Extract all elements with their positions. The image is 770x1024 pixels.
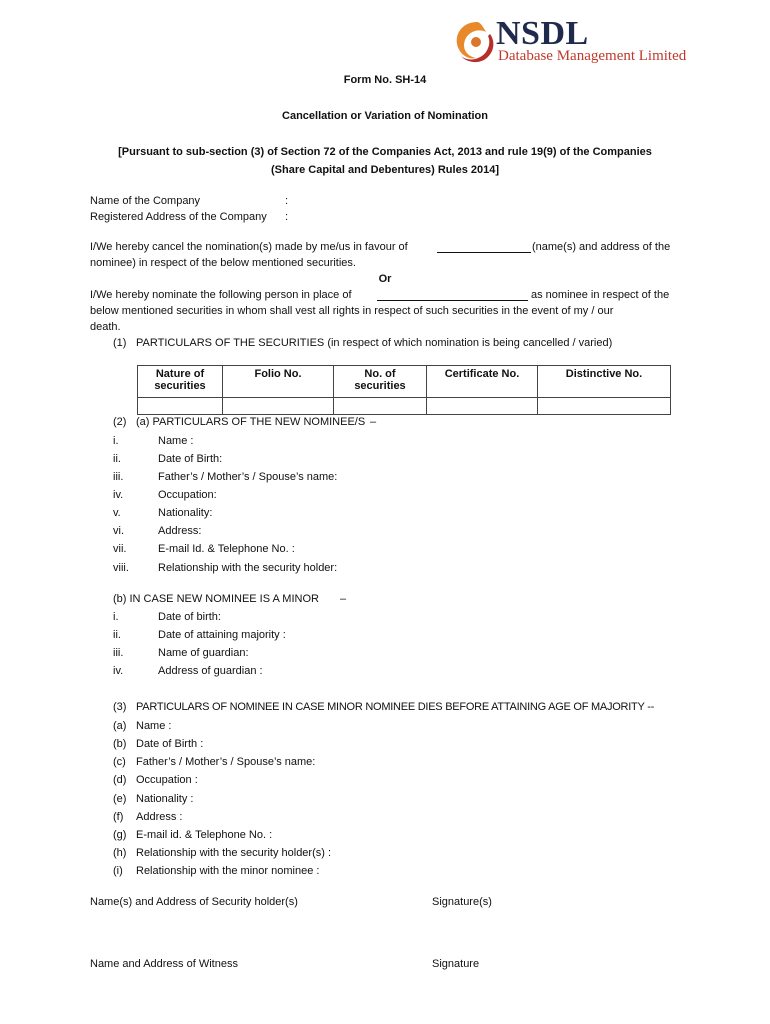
holder-signature-label: Signature(s) [432, 896, 492, 908]
cancel-nominee-blank[interactable] [437, 252, 531, 253]
list-item-letter: (c) [113, 756, 126, 768]
list-item-letter: (h) [113, 847, 127, 859]
nominee-name-label: Name : [158, 435, 194, 447]
nsdl-swirl-icon [452, 18, 502, 66]
guardian-name-label: Name of guardian: [158, 647, 249, 659]
nominee-nationality-label: Nationality: [158, 507, 213, 519]
cancel-text-end: (name(s) and address of the [532, 241, 671, 253]
securities-table [137, 365, 671, 415]
list-item-number: vii. [113, 543, 127, 555]
nominate-person-blank[interactable] [377, 300, 528, 301]
pursuant-line-1: [Pursuant to sub-section (3) of Section 72 of the Companies Act, 2013 and rule 19(9) of the Companies [118, 146, 652, 158]
header-distinctive-no: Distinctive No. [538, 366, 671, 398]
nominee-email-phone-label: E-mail Id. & Telephone No. : [158, 543, 295, 555]
list-item-letter: (d) [113, 774, 127, 786]
cell-no-of-securities[interactable] [334, 398, 427, 415]
list-item-letter: (g) [113, 829, 127, 841]
list-item-letter: (b) [113, 738, 127, 750]
successor-parent-spouse-label: Father’s / Mother’s / Spouse’s name: [136, 756, 316, 768]
section-3-number: (3) [113, 701, 127, 713]
list-item-number: i. [113, 435, 119, 447]
nominee-address-label: Address: [158, 525, 202, 537]
logo-brand: NSDL [496, 15, 589, 52]
successor-nationality-label: Nationality : [136, 793, 194, 805]
minor-majority-date-label: Date of attaining majority : [158, 629, 286, 641]
header-nature-of-securities: Nature of securities [138, 366, 223, 398]
cell-certificate-no[interactable] [427, 398, 538, 415]
form-title: Cancellation or Variation of Nomination [282, 110, 488, 122]
header-no-of-securities: No. of securities [334, 366, 427, 398]
header-folio-no: Folio No. [223, 366, 334, 398]
company-name-colon: : [285, 195, 289, 207]
company-address-label: Registered Address of the Company [90, 211, 267, 223]
list-item-number: iv. [113, 489, 124, 501]
company-address-colon: : [285, 211, 289, 223]
nominee-parent-spouse-label: Father’s / Mother’s / Spouse’s name: [158, 471, 338, 483]
nominate-text-start: I/We hereby nominate the following person in place of [90, 289, 352, 301]
table-row [138, 398, 671, 415]
list-item-number: iii. [113, 647, 124, 659]
pursuant-line-2: (Share Capital and Debentures) Rules 2014] [270, 164, 499, 176]
nsdl-logo [452, 15, 688, 66]
cell-distinctive-no[interactable] [538, 398, 671, 415]
successor-address-label: Address : [136, 811, 183, 823]
cancel-text-start: I/We hereby cancel the nomination(s) made by me/us in favour of [90, 241, 408, 253]
holder-name-address-label: Name(s) and Address of Security holder(s) [90, 896, 298, 908]
nominate-text-line-3: death. [90, 321, 121, 333]
section-2a-dash: – [370, 416, 377, 428]
list-item-number: vi. [113, 525, 124, 537]
guardian-address-label: Address of guardian : [158, 665, 263, 677]
successor-occupation-label: Occupation : [136, 774, 198, 786]
witness-signature-label: Signature [432, 958, 480, 970]
form-number: Form No. SH-14 [343, 74, 427, 86]
section-1-title: PARTICULARS OF THE SECURITIES (in respect of which nomination is being cancelled / varied) [136, 337, 613, 349]
section-2a-title: (a) PARTICULARS OF THE NEW NOMINEE/S [136, 416, 366, 428]
section-1-number: (1) [113, 337, 127, 349]
logo-subtitle: Database Management Limited [498, 48, 687, 64]
nominee-occupation-label: Occupation: [158, 489, 217, 501]
nominee-dob-label: Date of Birth: [158, 453, 223, 465]
section-2-number: (2) [113, 416, 127, 428]
cell-folio-no[interactable] [223, 398, 334, 415]
list-item-letter: (e) [113, 793, 127, 805]
nominee-relationship-label: Relationship with the security holder: [158, 562, 338, 574]
section-3-title: PARTICULARS OF NOMINEE IN CASE MINOR NOMINEE DIES BEFORE ATTAINING AGE OF MAJORITY -- [136, 701, 655, 713]
successor-dob-label: Date of Birth : [136, 738, 204, 750]
section-2b-title: (b) IN CASE NEW NOMINEE IS A MINOR [113, 593, 319, 605]
list-item-letter: (i) [113, 865, 123, 877]
or-separator: Or [378, 273, 392, 285]
nominate-text-line-2: below mentioned securities in whom shall vest all rights in respect of such securities in the event of my / our [90, 305, 614, 317]
minor-dob-label: Date of birth: [158, 611, 221, 623]
successor-name-label: Name : [136, 720, 172, 732]
list-item-number: ii. [113, 629, 121, 641]
list-item-letter: (f) [113, 811, 124, 823]
list-item-number: v. [113, 507, 121, 519]
list-item-number: iv. [113, 665, 124, 677]
list-item-number: viii. [113, 562, 129, 574]
successor-holder-relationship-label: Relationship with the security holder(s) : [136, 847, 332, 859]
list-item-number: i. [113, 611, 119, 623]
cell-nature-of-securities[interactable] [138, 398, 223, 415]
successor-minor-relationship-label: Relationship with the minor nominee : [136, 865, 320, 877]
company-name-label: Name of the Company [90, 195, 201, 207]
header-certificate-no: Certificate No. [427, 366, 538, 398]
list-item-letter: (a) [113, 720, 127, 732]
witness-name-address-label: Name and Address of Witness [90, 958, 238, 970]
cancel-text-line-2: nominee) in respect of the below mentioned securities. [90, 257, 356, 269]
list-item-number: ii. [113, 453, 121, 465]
table-header-row [138, 366, 671, 398]
list-item-number: iii. [113, 471, 124, 483]
nominate-text-end: as nominee in respect of the [531, 289, 670, 301]
section-2b-dash: – [340, 593, 347, 605]
successor-email-phone-label: E-mail id. & Telephone No. : [136, 829, 273, 841]
